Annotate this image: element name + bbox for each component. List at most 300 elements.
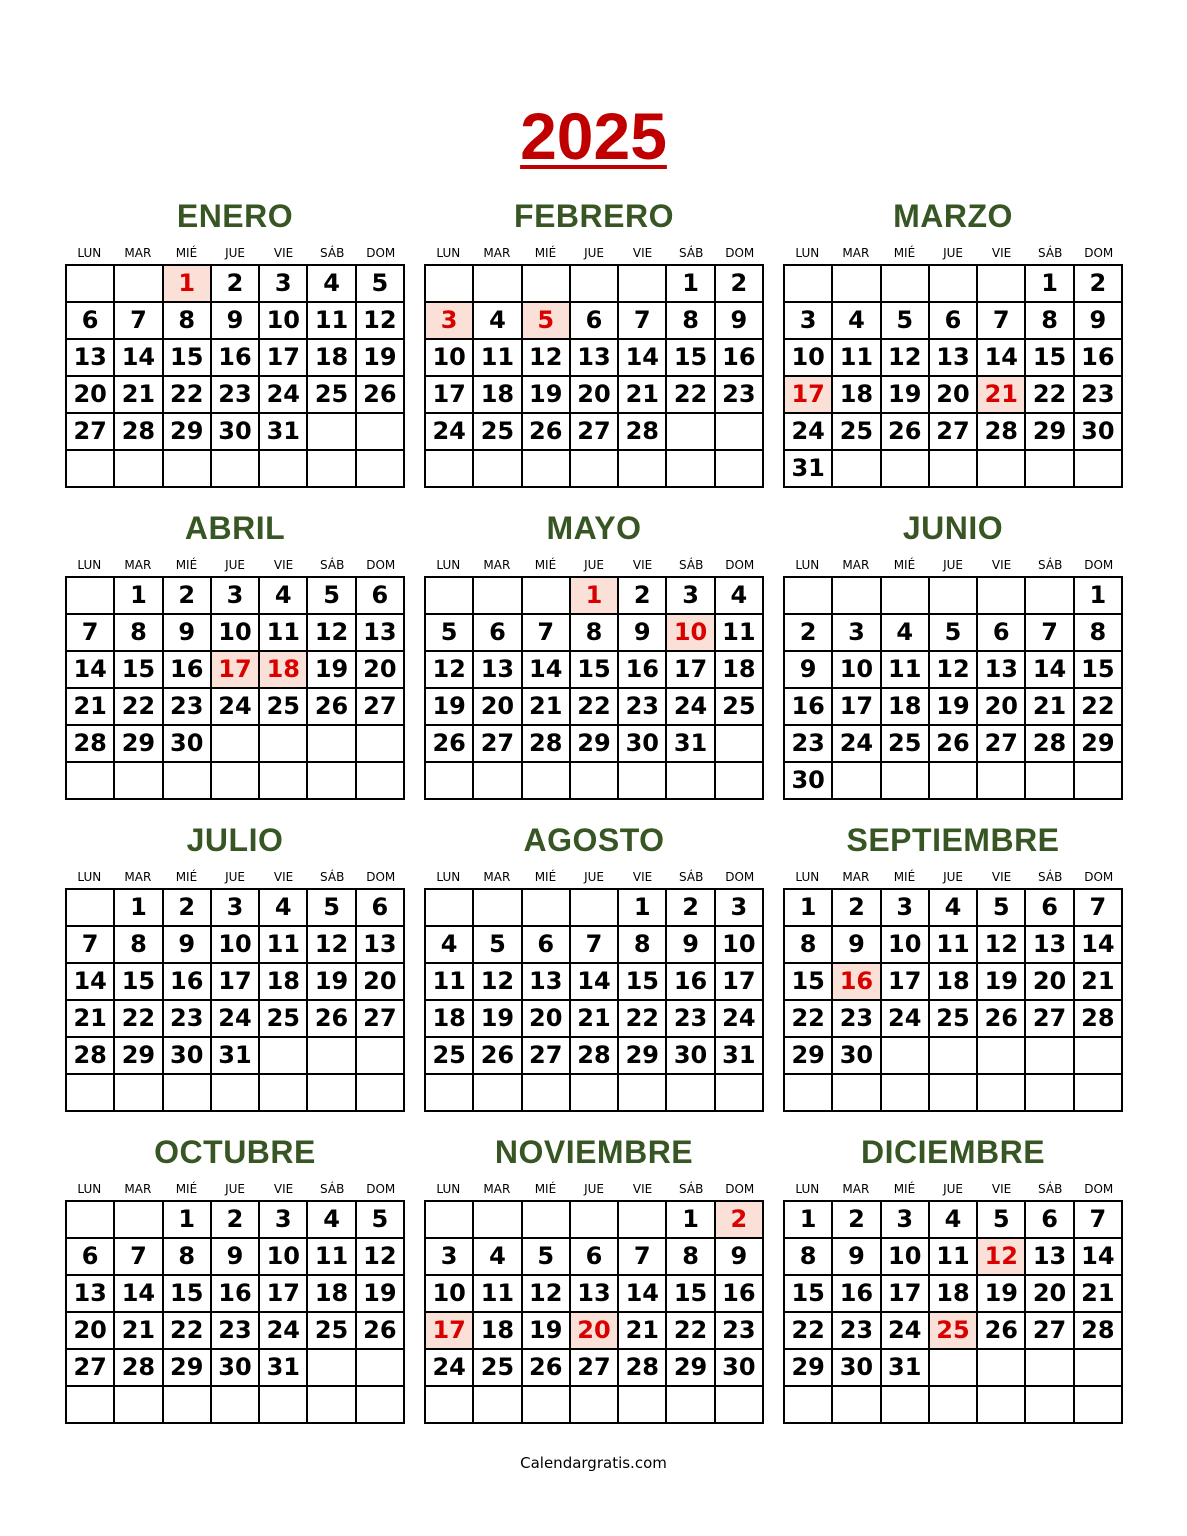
week-row xyxy=(425,577,763,614)
empty-day-cell xyxy=(211,1074,259,1111)
empty-day-cell xyxy=(618,1201,666,1238)
day-cell: 25 xyxy=(832,413,880,450)
day-cell: 11 xyxy=(832,339,880,376)
empty-day-cell xyxy=(881,762,929,799)
weekday-label: MIÉ xyxy=(175,870,198,884)
empty-day-cell xyxy=(356,762,404,799)
day-cell: 9 xyxy=(1074,302,1122,339)
empty-day-cell xyxy=(66,762,114,799)
week-row xyxy=(784,577,1122,614)
week-row xyxy=(425,1238,763,1275)
day-cell: 16 xyxy=(784,688,832,725)
day-cell: 30 xyxy=(618,725,666,762)
day-cell: 22 xyxy=(784,1000,832,1037)
empty-day-cell xyxy=(522,1201,570,1238)
week-row xyxy=(784,339,1122,376)
empty-day-cell xyxy=(784,577,832,614)
day-cell: 11 xyxy=(929,1238,977,1275)
day-cell: 12 xyxy=(307,926,355,963)
empty-day-cell xyxy=(832,265,880,302)
empty-day-cell xyxy=(307,1037,355,1074)
day-cell: 26 xyxy=(356,376,404,413)
month-10 xyxy=(65,1130,405,1424)
empty-day-cell xyxy=(570,1386,618,1423)
day-cell: 15 xyxy=(666,339,714,376)
day-cell: 21 xyxy=(1074,963,1122,1000)
week-row xyxy=(66,725,404,762)
day-cell: 8 xyxy=(1025,302,1073,339)
empty-day-cell xyxy=(715,1074,763,1111)
weekday-label: DOM xyxy=(1084,246,1114,260)
empty-day-cell xyxy=(881,577,929,614)
day-cell: 15 xyxy=(163,1275,211,1312)
weekday-label: MIÉ xyxy=(893,246,916,260)
day-cell: 10 xyxy=(881,926,929,963)
weekday-label: VIE xyxy=(273,870,294,884)
empty-day-cell xyxy=(977,1037,1025,1074)
holiday-day-cell: 12 xyxy=(977,1238,1025,1275)
day-cell: 3 xyxy=(211,889,259,926)
weekday-label: JUE xyxy=(225,246,245,260)
day-cell: 5 xyxy=(356,1201,404,1238)
weekday-label: LUN xyxy=(77,246,102,260)
day-cell: 11 xyxy=(929,926,977,963)
empty-day-cell xyxy=(715,450,763,487)
weekday-label: JUE xyxy=(943,1182,963,1196)
weekday-label: MIÉ xyxy=(534,870,557,884)
day-cell: 19 xyxy=(307,963,355,1000)
day-cell: 5 xyxy=(473,926,521,963)
weekday-label: DOM xyxy=(725,870,755,884)
day-cell: 29 xyxy=(163,413,211,450)
day-cell: 29 xyxy=(163,1349,211,1386)
day-cell: 14 xyxy=(618,339,666,376)
empty-day-cell xyxy=(570,450,618,487)
week-row xyxy=(425,1201,763,1238)
empty-day-cell xyxy=(832,450,880,487)
weekday-label: MAR xyxy=(842,558,870,572)
month-grid xyxy=(65,1200,405,1424)
weekday-label: DOM xyxy=(366,558,396,572)
week-row xyxy=(66,889,404,926)
empty-day-cell xyxy=(666,450,714,487)
week-row xyxy=(425,265,763,302)
empty-day-cell xyxy=(666,413,714,450)
day-cell: 14 xyxy=(618,1275,666,1312)
day-cell: 11 xyxy=(881,651,929,688)
day-cell: 27 xyxy=(1025,1000,1073,1037)
weekday-label: LUN xyxy=(795,246,820,260)
month-3 xyxy=(783,194,1123,488)
day-cell: 11 xyxy=(715,614,763,651)
day-cell: 13 xyxy=(570,339,618,376)
empty-day-cell xyxy=(977,762,1025,799)
day-cell: 18 xyxy=(425,1000,473,1037)
day-cell: 24 xyxy=(425,1349,473,1386)
weekday-label: JUE xyxy=(225,870,245,884)
day-cell: 29 xyxy=(784,1037,832,1074)
day-cell: 8 xyxy=(784,926,832,963)
day-cell: 31 xyxy=(666,725,714,762)
day-cell: 6 xyxy=(977,614,1025,651)
week-row xyxy=(784,614,1122,651)
day-cell: 20 xyxy=(66,1312,114,1349)
day-cell: 20 xyxy=(977,688,1025,725)
day-cell: 3 xyxy=(832,614,880,651)
day-cell: 12 xyxy=(929,651,977,688)
day-cell: 7 xyxy=(977,302,1025,339)
empty-day-cell xyxy=(881,1386,929,1423)
day-cell: 10 xyxy=(259,1238,307,1275)
day-cell: 12 xyxy=(522,1275,570,1312)
month-12 xyxy=(783,1130,1123,1424)
day-cell: 17 xyxy=(881,963,929,1000)
empty-day-cell xyxy=(66,577,114,614)
day-cell: 19 xyxy=(425,688,473,725)
day-cell: 1 xyxy=(784,1201,832,1238)
empty-day-cell xyxy=(259,1037,307,1074)
day-cell: 6 xyxy=(66,1238,114,1275)
empty-day-cell xyxy=(356,450,404,487)
empty-day-cell xyxy=(666,762,714,799)
day-cell: 4 xyxy=(425,926,473,963)
day-cell: 28 xyxy=(522,725,570,762)
day-cell: 31 xyxy=(881,1349,929,1386)
day-cell: 27 xyxy=(66,413,114,450)
weekday-label: MIÉ xyxy=(893,870,916,884)
day-cell: 26 xyxy=(307,688,355,725)
day-cell: 23 xyxy=(832,1312,880,1349)
day-cell: 22 xyxy=(570,688,618,725)
day-cell: 3 xyxy=(881,889,929,926)
empty-day-cell xyxy=(425,1201,473,1238)
empty-day-cell xyxy=(307,762,355,799)
day-cell: 17 xyxy=(259,339,307,376)
empty-day-cell xyxy=(929,1349,977,1386)
empty-day-cell xyxy=(832,577,880,614)
empty-day-cell xyxy=(929,1037,977,1074)
weekday-label: VIE xyxy=(991,870,1012,884)
weekday-label: SÁB xyxy=(1038,1182,1063,1196)
empty-day-cell xyxy=(784,1074,832,1111)
day-cell: 3 xyxy=(666,577,714,614)
week-row xyxy=(66,1275,404,1312)
day-cell: 20 xyxy=(1025,963,1073,1000)
month-name: DICIEMBRE xyxy=(860,1134,1046,1170)
day-cell: 12 xyxy=(881,339,929,376)
day-cell: 28 xyxy=(1025,725,1073,762)
day-cell: 28 xyxy=(66,725,114,762)
week-row xyxy=(66,339,404,376)
week-row xyxy=(425,963,763,1000)
day-cell: 26 xyxy=(929,725,977,762)
day-cell: 3 xyxy=(211,577,259,614)
day-cell: 25 xyxy=(715,688,763,725)
day-cell: 29 xyxy=(114,1037,162,1074)
empty-day-cell xyxy=(618,265,666,302)
weekday-label: DOM xyxy=(366,1182,396,1196)
day-cell: 15 xyxy=(1074,651,1122,688)
weekday-label: SÁB xyxy=(679,246,704,260)
week-row xyxy=(425,1074,763,1111)
week-row xyxy=(66,1386,404,1423)
month-name: MARZO xyxy=(893,198,1013,234)
weekday-label: LUN xyxy=(795,558,820,572)
day-cell: 25 xyxy=(929,1000,977,1037)
day-cell: 4 xyxy=(259,889,307,926)
day-cell: 14 xyxy=(570,963,618,1000)
weekday-label: DOM xyxy=(725,246,755,260)
weekday-label: LUN xyxy=(77,1182,102,1196)
empty-day-cell xyxy=(1025,1349,1073,1386)
day-cell: 22 xyxy=(1025,376,1073,413)
day-cell: 14 xyxy=(66,963,114,1000)
empty-day-cell xyxy=(977,1349,1025,1386)
day-cell: 8 xyxy=(114,926,162,963)
empty-day-cell xyxy=(522,265,570,302)
empty-day-cell xyxy=(881,450,929,487)
empty-day-cell xyxy=(114,450,162,487)
day-cell: 19 xyxy=(522,1312,570,1349)
weekday-label: MIÉ xyxy=(534,246,557,260)
day-cell: 18 xyxy=(929,1275,977,1312)
empty-day-cell xyxy=(473,889,521,926)
week-row xyxy=(784,926,1122,963)
day-cell: 26 xyxy=(522,413,570,450)
day-cell: 2 xyxy=(163,577,211,614)
day-cell: 20 xyxy=(66,376,114,413)
day-cell: 21 xyxy=(522,688,570,725)
day-cell: 2 xyxy=(784,614,832,651)
empty-day-cell xyxy=(473,450,521,487)
day-cell: 7 xyxy=(522,614,570,651)
month-name: FEBRERO xyxy=(514,198,674,234)
day-cell: 25 xyxy=(473,413,521,450)
empty-day-cell xyxy=(715,1386,763,1423)
day-cell: 20 xyxy=(929,376,977,413)
empty-day-cell xyxy=(618,1074,666,1111)
day-cell: 12 xyxy=(473,963,521,1000)
empty-day-cell xyxy=(259,1386,307,1423)
day-cell: 17 xyxy=(425,376,473,413)
day-cell: 9 xyxy=(832,926,880,963)
day-cell: 3 xyxy=(784,302,832,339)
empty-day-cell xyxy=(307,725,355,762)
day-cell: 28 xyxy=(618,1349,666,1386)
empty-day-cell xyxy=(715,725,763,762)
day-cell: 30 xyxy=(163,725,211,762)
empty-day-cell xyxy=(1025,1037,1073,1074)
week-row xyxy=(66,963,404,1000)
day-cell: 4 xyxy=(929,1201,977,1238)
week-row xyxy=(784,889,1122,926)
empty-day-cell xyxy=(307,413,355,450)
day-cell: 20 xyxy=(522,1000,570,1037)
empty-day-cell xyxy=(114,265,162,302)
day-cell: 26 xyxy=(425,725,473,762)
month-name: AGOSTO xyxy=(523,822,665,858)
day-cell: 23 xyxy=(715,376,763,413)
day-cell: 16 xyxy=(163,651,211,688)
weekday-label: MAR xyxy=(842,1182,870,1196)
empty-day-cell xyxy=(832,1386,880,1423)
day-cell: 26 xyxy=(473,1037,521,1074)
weekday-label: JUE xyxy=(943,246,963,260)
empty-day-cell xyxy=(929,762,977,799)
day-cell: 1 xyxy=(618,889,666,926)
weekday-label: SÁB xyxy=(320,1182,345,1196)
day-cell: 27 xyxy=(356,688,404,725)
day-cell: 6 xyxy=(1025,1201,1073,1238)
day-cell: 28 xyxy=(1074,1000,1122,1037)
day-cell: 4 xyxy=(473,302,521,339)
weekday-label: SÁB xyxy=(320,246,345,260)
week-row xyxy=(425,413,763,450)
weekday-label: MIÉ xyxy=(175,1182,198,1196)
day-cell: 27 xyxy=(929,413,977,450)
day-cell: 5 xyxy=(977,889,1025,926)
empty-day-cell xyxy=(425,265,473,302)
day-cell: 30 xyxy=(832,1037,880,1074)
day-cell: 23 xyxy=(1074,376,1122,413)
day-cell: 7 xyxy=(66,926,114,963)
weekday-header xyxy=(424,1178,764,1200)
empty-day-cell xyxy=(618,1386,666,1423)
week-row xyxy=(784,302,1122,339)
day-cell: 27 xyxy=(570,1349,618,1386)
day-cell: 29 xyxy=(114,725,162,762)
day-cell: 18 xyxy=(929,963,977,1000)
day-cell: 1 xyxy=(114,577,162,614)
day-cell: 6 xyxy=(473,614,521,651)
day-cell: 5 xyxy=(307,889,355,926)
day-cell: 16 xyxy=(211,339,259,376)
day-cell: 11 xyxy=(473,1275,521,1312)
day-cell: 1 xyxy=(666,1201,714,1238)
month-grid xyxy=(783,576,1123,800)
weekday-label: DOM xyxy=(1084,558,1114,572)
week-row xyxy=(66,688,404,725)
week-row xyxy=(784,265,1122,302)
day-cell: 8 xyxy=(666,1238,714,1275)
day-cell: 16 xyxy=(211,1275,259,1312)
weekday-label: LUN xyxy=(795,870,820,884)
week-row xyxy=(784,725,1122,762)
week-row xyxy=(66,651,404,688)
weekday-label: LUN xyxy=(436,246,461,260)
empty-day-cell xyxy=(163,1386,211,1423)
day-cell: 9 xyxy=(211,302,259,339)
week-row xyxy=(425,889,763,926)
day-cell: 4 xyxy=(307,265,355,302)
holiday-day-cell: 17 xyxy=(425,1312,473,1349)
day-cell: 22 xyxy=(114,1000,162,1037)
day-cell: 2 xyxy=(715,265,763,302)
day-cell: 26 xyxy=(356,1312,404,1349)
day-cell: 14 xyxy=(66,651,114,688)
empty-day-cell xyxy=(715,413,763,450)
day-cell: 24 xyxy=(259,1312,307,1349)
day-cell: 6 xyxy=(929,302,977,339)
day-cell: 19 xyxy=(473,1000,521,1037)
day-cell: 4 xyxy=(307,1201,355,1238)
day-cell: 6 xyxy=(1025,889,1073,926)
week-row xyxy=(784,1275,1122,1312)
empty-day-cell xyxy=(522,1386,570,1423)
day-cell: 2 xyxy=(832,889,880,926)
empty-day-cell xyxy=(618,450,666,487)
empty-day-cell xyxy=(163,450,211,487)
day-cell: 13 xyxy=(66,1275,114,1312)
empty-day-cell xyxy=(784,265,832,302)
day-cell: 15 xyxy=(1025,339,1073,376)
day-cell: 15 xyxy=(114,963,162,1000)
day-cell: 21 xyxy=(570,1000,618,1037)
weekday-label: MIÉ xyxy=(534,558,557,572)
empty-day-cell xyxy=(425,1074,473,1111)
week-row xyxy=(66,1000,404,1037)
day-cell: 4 xyxy=(832,302,880,339)
day-cell: 23 xyxy=(163,688,211,725)
day-cell: 10 xyxy=(211,926,259,963)
week-row xyxy=(66,762,404,799)
day-cell: 27 xyxy=(570,413,618,450)
empty-day-cell xyxy=(784,1386,832,1423)
weekday-label: MAR xyxy=(483,870,511,884)
weekday-label: SÁB xyxy=(1038,246,1063,260)
empty-day-cell xyxy=(163,1074,211,1111)
day-cell: 22 xyxy=(163,376,211,413)
day-cell: 22 xyxy=(114,688,162,725)
week-row xyxy=(784,651,1122,688)
empty-day-cell xyxy=(977,577,1025,614)
day-cell: 25 xyxy=(425,1037,473,1074)
day-cell: 17 xyxy=(666,651,714,688)
day-cell: 30 xyxy=(784,762,832,799)
empty-day-cell xyxy=(1025,1074,1073,1111)
empty-day-cell xyxy=(356,413,404,450)
day-cell: 29 xyxy=(1074,725,1122,762)
day-cell: 19 xyxy=(977,963,1025,1000)
day-cell: 25 xyxy=(307,1312,355,1349)
month-name: OCTUBRE xyxy=(154,1134,316,1170)
weekday-label: SÁB xyxy=(1038,870,1063,884)
day-cell: 29 xyxy=(784,1349,832,1386)
day-cell: 21 xyxy=(114,1312,162,1349)
day-cell: 22 xyxy=(618,1000,666,1037)
day-cell: 16 xyxy=(666,963,714,1000)
day-cell: 18 xyxy=(307,1275,355,1312)
day-cell: 16 xyxy=(618,651,666,688)
week-row xyxy=(784,762,1122,799)
day-cell: 29 xyxy=(1025,413,1073,450)
day-cell: 19 xyxy=(977,1275,1025,1312)
week-row xyxy=(425,725,763,762)
day-cell: 6 xyxy=(570,302,618,339)
day-cell: 21 xyxy=(618,376,666,413)
day-cell: 18 xyxy=(832,376,880,413)
day-cell: 29 xyxy=(570,725,618,762)
day-cell: 11 xyxy=(425,963,473,1000)
day-cell: 7 xyxy=(66,614,114,651)
day-cell: 25 xyxy=(259,688,307,725)
empty-day-cell xyxy=(356,725,404,762)
empty-day-cell xyxy=(522,450,570,487)
day-cell: 2 xyxy=(832,1201,880,1238)
week-row xyxy=(66,450,404,487)
day-cell: 21 xyxy=(114,376,162,413)
day-cell: 6 xyxy=(570,1238,618,1275)
